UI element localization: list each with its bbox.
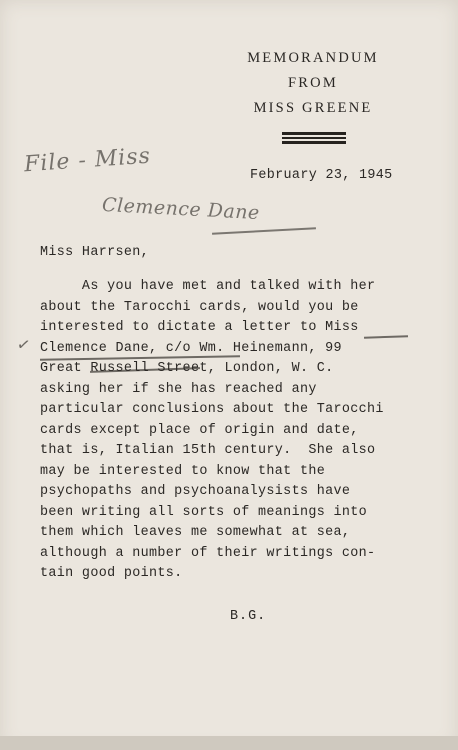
letterhead <box>0 46 458 121</box>
letterhead-rule-bottom <box>282 141 346 144</box>
memo-body <box>40 277 384 585</box>
body-line: particular conclusions about the Tarocchi <box>40 402 384 417</box>
handwritten-underline <box>212 227 316 234</box>
body-line: As you have met and talked with her <box>40 279 376 294</box>
body-line: about the Tarocchi cards, would you be <box>40 299 359 315</box>
handwritten-name-note: Clemence Dane <box>101 193 261 225</box>
body-line: interested to dictate a letter to Miss <box>40 320 359 335</box>
signature-initials: B.G. <box>230 609 267 624</box>
body-line: psychopaths and psychoanalysists have <box>40 484 351 499</box>
handwritten-file-note: File - Miss <box>23 143 152 178</box>
letterhead-line-2: FROM <box>288 75 338 91</box>
letterhead-rule-top <box>282 132 346 135</box>
body-line: been writing all sorts of meanings into <box>40 504 368 520</box>
check-mark-icon: ✓ <box>15 333 32 356</box>
body-line: may be interested to know that the <box>40 463 326 479</box>
body-line: cards except place of origin and date, <box>40 422 359 438</box>
salutation: Miss Harrsen, <box>40 245 150 260</box>
body-line: although a number of their writings con- <box>40 545 376 561</box>
letterhead-line-1: MEMORANDUM <box>247 50 379 66</box>
body-line: Clemence Dane, c/o Wm. Heinemann, 99 <box>40 340 342 356</box>
body-line: Great Russell Street, London, W. C. <box>40 361 334 376</box>
letterhead-rule-middle <box>282 137 346 139</box>
letterhead-line-3: MISS GREENE <box>253 100 373 116</box>
memo-date: February 23, 1945 <box>250 168 393 183</box>
body-line: that is, Italian 15th century. She also <box>40 443 376 458</box>
page-bottom-edge <box>0 736 458 750</box>
body-line: asking her if she has reached any <box>40 381 317 397</box>
body-line: tain good points. <box>40 566 183 581</box>
body-line: them which leaves me somewhat at sea, <box>40 525 351 540</box>
